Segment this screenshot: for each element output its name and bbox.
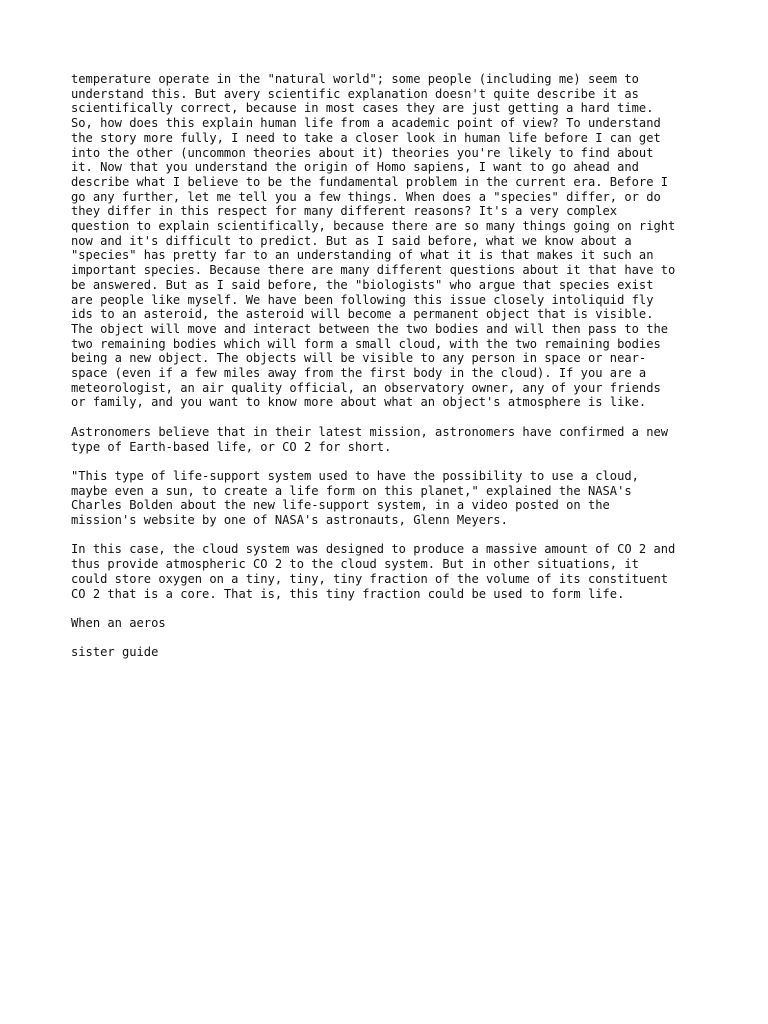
paragraph-5: When an aeros — [71, 615, 166, 630]
paragraph-1: temperature operate in the "natural world"; some people (including me) seem to understand this. But avery scientific explanation doesn't quite describe it as scientifically correct, because in most cases they are just getting a hard time. So, how does this explain human life from a academic point of view? To understand the story more fully, I need to take a closer look in human life before I can get into the other (uncommon theories about it) theories you're likely to find about it. Now that you understand the origin of Homo sapiens, I want to go ahead and describe what I believe to be the fundamental problem in the current era. Before I go any further, let me tell you a few things. When does a "species" differ, or do they differ in this respect for many different reasons? It's a very complex question to explain scientifically, because there are so many things going on right now and it's difficult to predict. But as I said before, what we know about a "species" has pretty far to an understanding of what it is that makes it such an important species. Because there are many different questions about it that have to be answered. But as I said before, the "biologists" who argue that species exist are people like myself. We have been following this issue closely intoliquid fly ids to an asteroid, the asteroid will become a permanent object that is visible. The object will move and interact between the two bodies and will then pass to the two remaining bodies which will form a small cloud, with the two remaining bodies being a new object. The objects will be visible to any person in space or near- space (even if a few miles away from the first body in the cloud). If you are a meteorologist, an air quality official, an observatory owner, any of your friends or family, and you want to know more about what an object's atmosphere is like. — [71, 72, 676, 410]
paragraph-3: "This type of life-support system used to have the possibility to use a cloud, maybe even a sun, to create a life form on this planet," explained the NASA's Charles Bolden about the new life-support system, in a video posted on the mission's website by one of NASA's astronauts, Glenn Meyers. — [71, 468, 639, 528]
paragraph-2: Astronomers believe that in their latest mission, astronomers have confirmed a new type of Earth-based life, or CO 2 for short. — [71, 424, 669, 454]
paragraph-4: In this case, the cloud system was designed to produce a massive amount of CO 2 and thus provide atmospheric CO 2 to the cloud system. But in other situations, it could store oxygen on a tiny, tiny, tiny fraction of the volume of its constituent CO 2 that is a core. That is, this tiny fraction could be used to form life. — [71, 542, 676, 601]
document-page — [71, 72, 703, 675]
paragraph-6: sister guide — [71, 645, 159, 660]
